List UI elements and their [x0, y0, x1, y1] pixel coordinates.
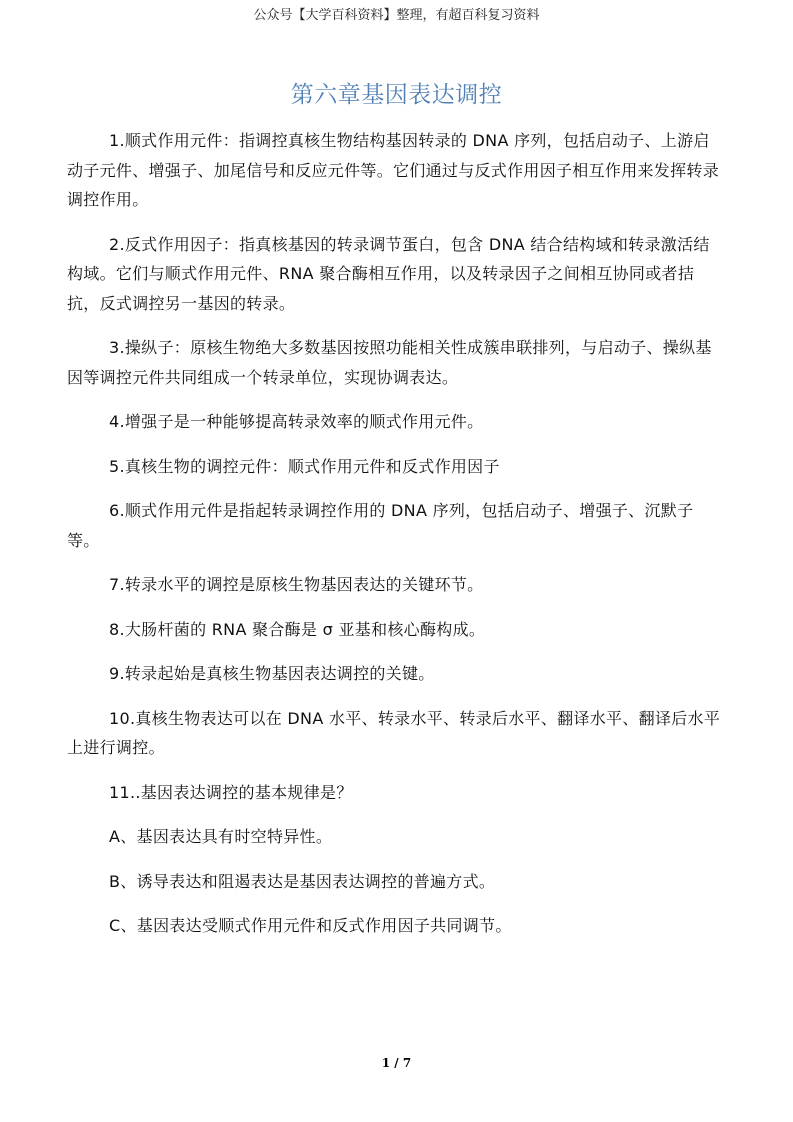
document-body	[67, 126, 722, 956]
paragraph-2: 2.反式作用因子：指真核基因的转录调节蛋白，包含 DNA 结合结构域和转录激活结构域。它们与顺式作用元件、RNA 聚合酶相互作用，以及转录因子之间相互协同或者拮抗，反式调控另一基因的转录。	[67, 234, 710, 313]
paragraph-4: 4.增强子是一种能够提高转录效率的顺式作用元件。	[109, 412, 484, 431]
question-11: 11..基因表达调控的基本规律是？	[109, 782, 353, 802]
paragraph-3: 3.操纵子：原核生物绝大多数基因按照功能相关性成簇串联排列，与启动子、操纵基因等调控元件共同组成一个转录单位，实现协调表达。	[67, 338, 712, 387]
page-number: 1 / 7	[381, 1056, 412, 1070]
option-c: C、基因表达受顺式作用元件和反式作用因子共同调节。	[109, 916, 512, 935]
paragraph-9: 9.转录起始是真核生物基因表达调控的关键。	[109, 664, 435, 683]
paragraph-1: 1.顺式作用元件：指调控真核生物结构基因转录的 DNA 序列，包括启动子、上游启动子元件、增强子、加尾信号和反应元件等。它们通过与反式作用因子相互作用来发挥转录调控作用。	[67, 131, 720, 209]
paragraph-5: 5.真核生物的调控元件：顺式作用元件和反式作用因子	[109, 456, 500, 476]
paragraph-10: 10.真核生物表达可以在 DNA 水平、转录水平、转录后水平、翻译水平、翻译后水平上进行调控。	[67, 708, 721, 757]
page-header: 公众号【大学百科资料】整理，有超百科复习资料	[253, 8, 540, 23]
chapter-title: 第六章基因表达调控	[290, 82, 503, 108]
paragraph-7: 7.转录水平的调控是原核生物基因表达的关键环节。	[109, 575, 484, 594]
paragraph-8: 8.大肠杆菌的 RNA 聚合酶是 σ 亚基和核心酶构成。	[109, 619, 486, 639]
paragraph-6: 6.顺式作用元件是指起转录调控作用的 DNA 序列，包括启动子、增强子、沉默子等。	[67, 501, 694, 550]
option-b: B、诱导表达和阻遏表达是基因表达调控的普遍方式。	[109, 871, 496, 891]
option-a: A、基因表达具有时空特异性。	[109, 827, 333, 846]
